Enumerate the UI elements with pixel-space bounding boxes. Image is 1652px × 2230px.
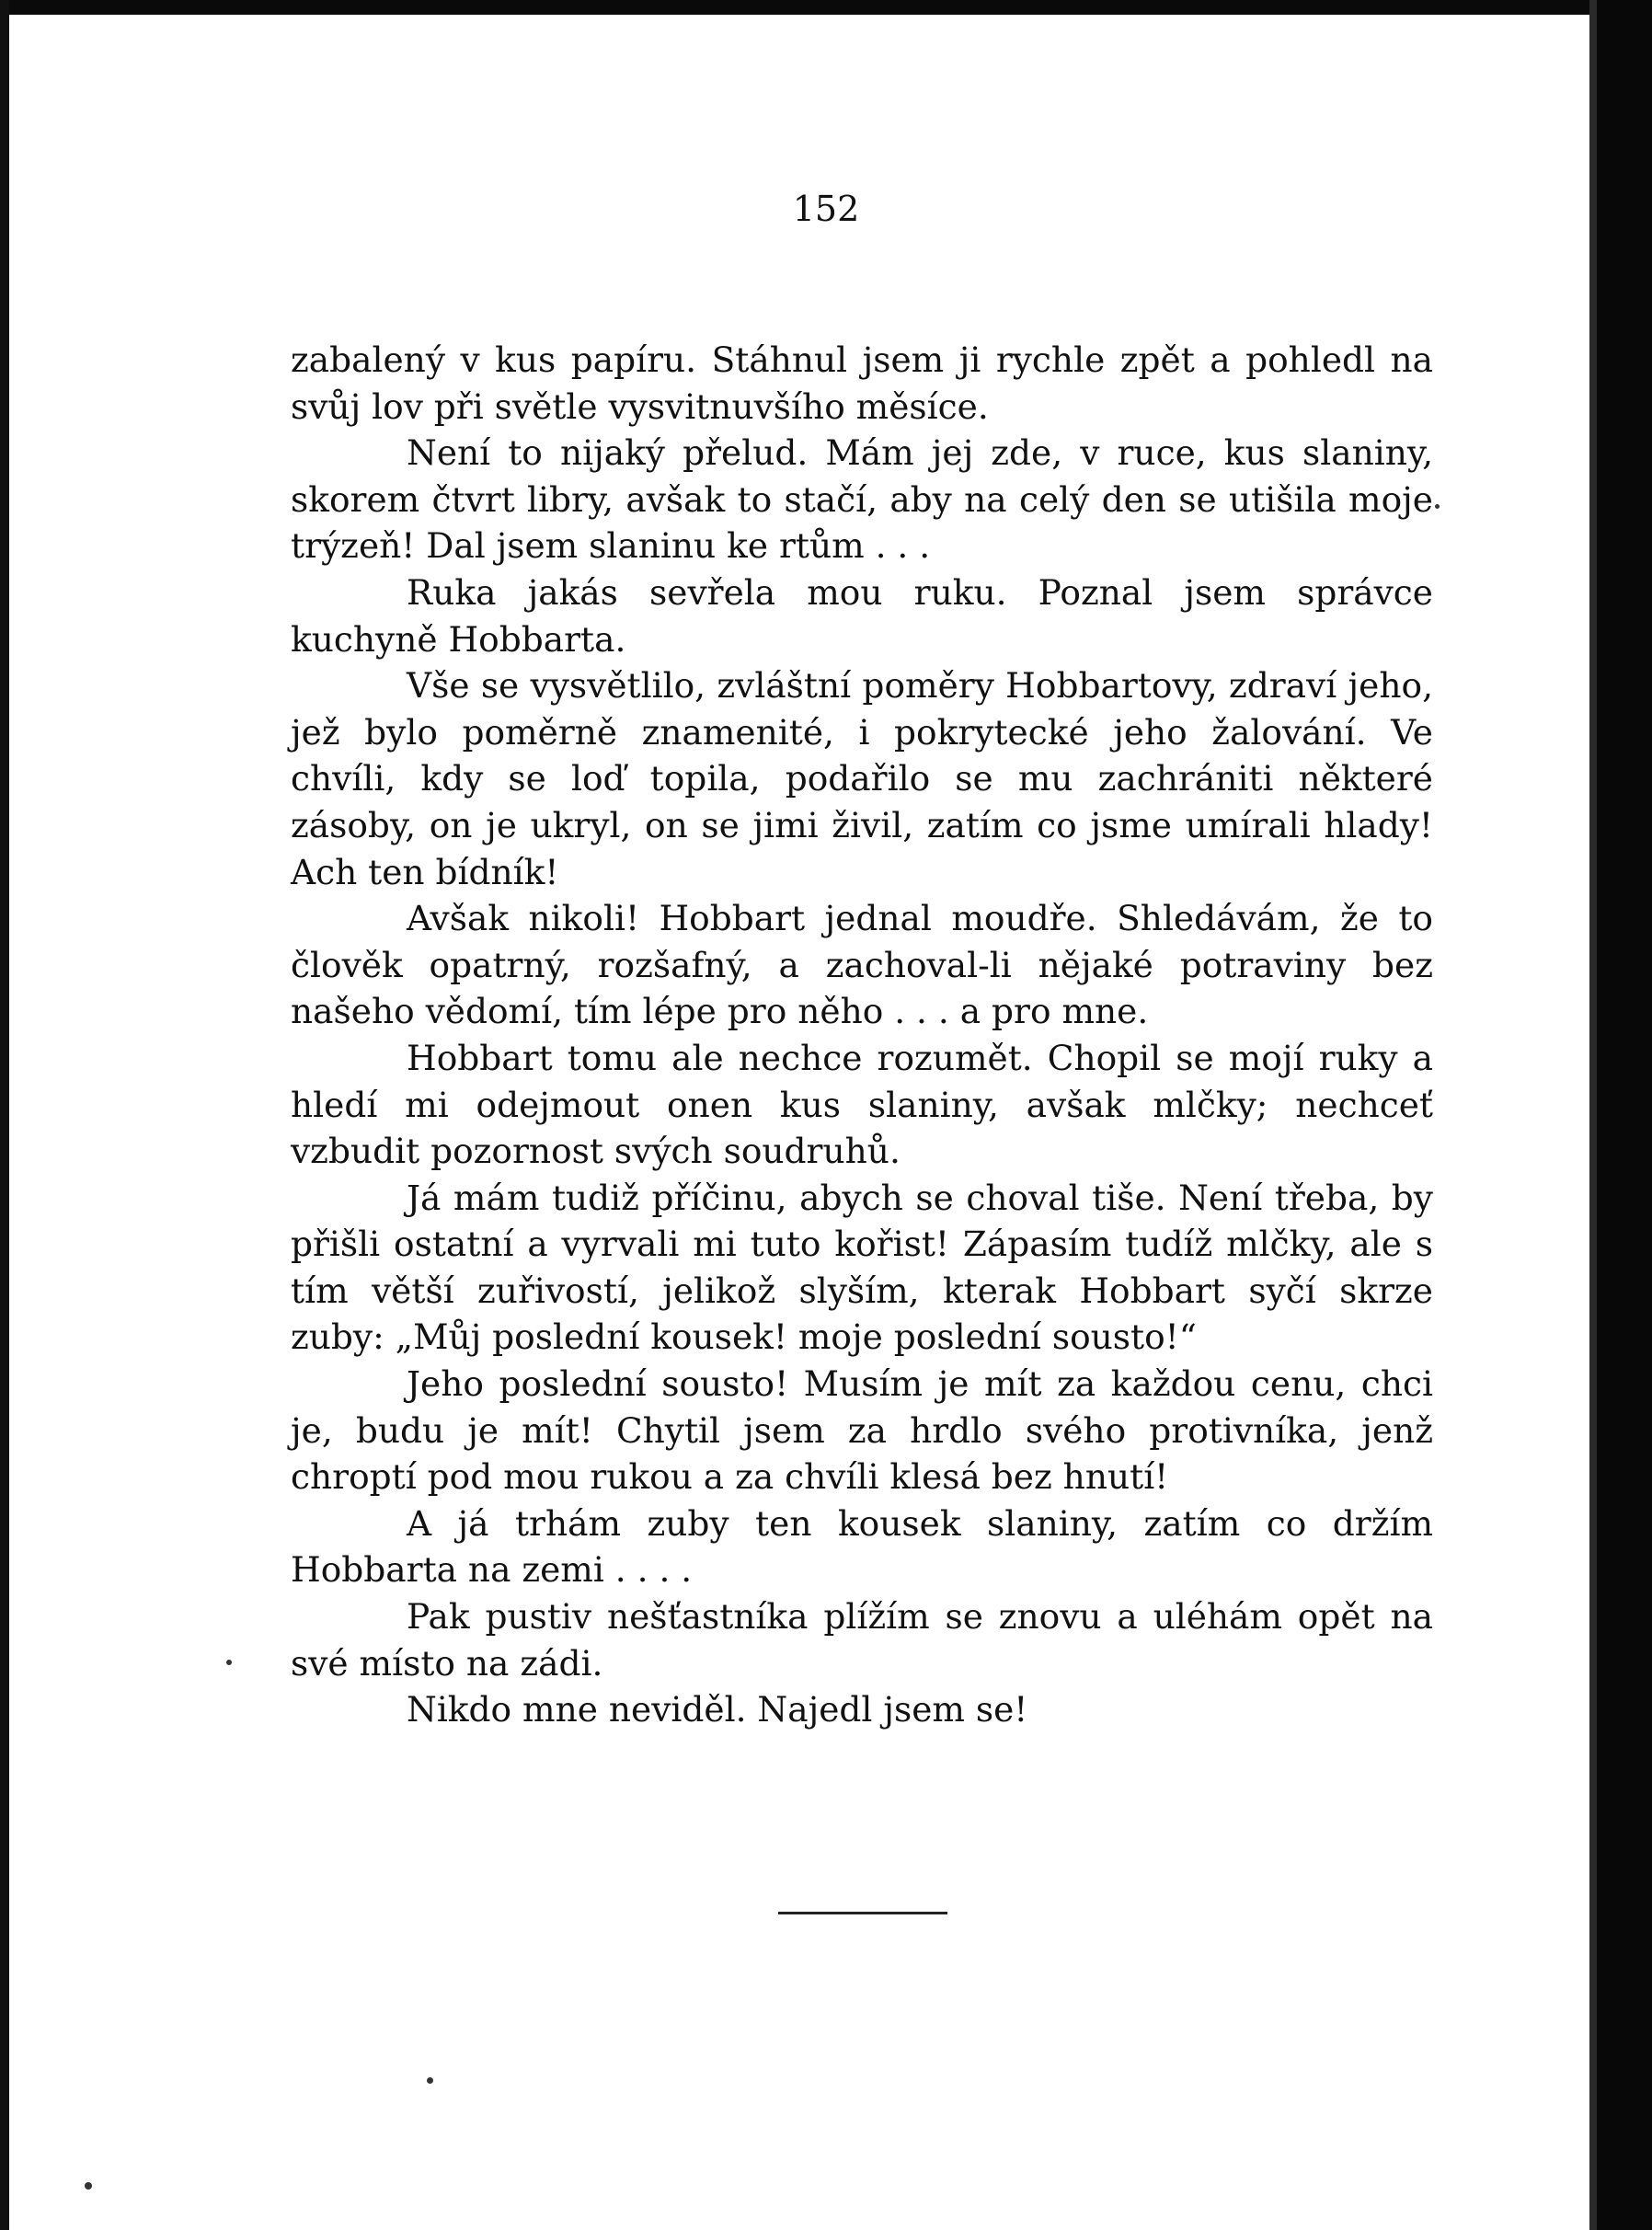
page-number: 152: [792, 189, 860, 229]
paragraph-8: Jeho poslední sousto! Musím je mít za každou cenu, chci je, budu je mít! Chytil jsem za hrdlo svého protivníka, jenž chroptí pod mou rukou a za chvíli klesá bez hnutí!: [291, 1363, 1433, 1498]
scan-speck: [85, 2182, 92, 2190]
paragraph-5: Avšak nikoli! Hobbart jednal moudře. Shledávám, že to člověk opatrný, rozšafný, a zachoval-li nějaké potraviny bez našeho vědomí, tím lépe pro něho . . . a pro mne.: [291, 898, 1433, 1032]
scan-speck: [226, 1660, 232, 1665]
paragraph-10: Pak pustiv nešťastníka plížím se znovu a uléhám opět na své místo na zádi.: [291, 1596, 1433, 1684]
body-text: [291, 337, 1433, 1733]
scan-speck: [1435, 504, 1440, 509]
paragraph-3: Ruka jakás sevřela mou ruku. Poznal jsem správce kuchyně Hobbarta.: [291, 571, 1433, 660]
scan-speck: [427, 2077, 433, 2084]
end-rule: [778, 1912, 947, 1914]
paragraph-7: Já mám tudiž příčinu, abych se choval tiše. Není třeba, by přišli ostatní a vyrvali mi tuto kořist! Zápasím tudíž mlčky, ale s tím větší zuřivostí, jelikož slyším, kterak Hobbart syčí skrze zuby: „Můj poslední kousek! moje poslední sousto!“: [291, 1177, 1433, 1358]
scan-right-edge: [1589, 0, 1597, 2230]
paragraph-1: zabalený v kus papíru. Stáhnul jsem ji rychle zpět a pohledl na svůj lov při světle vysvitnuvšího měsíce.: [291, 339, 1433, 427]
paragraph-9: A já trhám zuby ten kousek slaniny, zatím co držím Hobbarta na zemi . . . .: [291, 1502, 1433, 1591]
paragraph-2: Není to nijaký přelud. Mám jej zde, v ruce, kus slaniny, skorem čtvrt libry, avšak to stačí, aby na celý den se utišila moje trýzeň! Dal jsem slaninu ke rtům . . .: [291, 432, 1433, 567]
scan-left-border: [0, 0, 9, 2230]
paragraph-11: Nikdo mne neviděl. Najedl jsem se!: [407, 1689, 1028, 1730]
scan-top-border: [0, 0, 1652, 15]
paragraph-6: Hobbart tomu ale nechce rozumět. Chopil se mojí ruky a hledí mi odejmout onen kus slaniny, avšak mlčky; nechceť vzbudit pozornost svých soudruhů.: [291, 1037, 1433, 1172]
paragraph-4: Vše se vysvětlilo, zvláštní poměry Hobbartovy, zdraví jeho, jež bylo poměrně znamenité, i pokrytecké jeho žalování. Ve chvíli, kdy se loď topila, podařilo se mu zachrániti některé zásoby, on je ukryl, on se jimi živil, zatím co jsme umírali hlady! Ach ten bídník!: [291, 665, 1433, 892]
scan-right-border: [1597, 0, 1652, 2230]
